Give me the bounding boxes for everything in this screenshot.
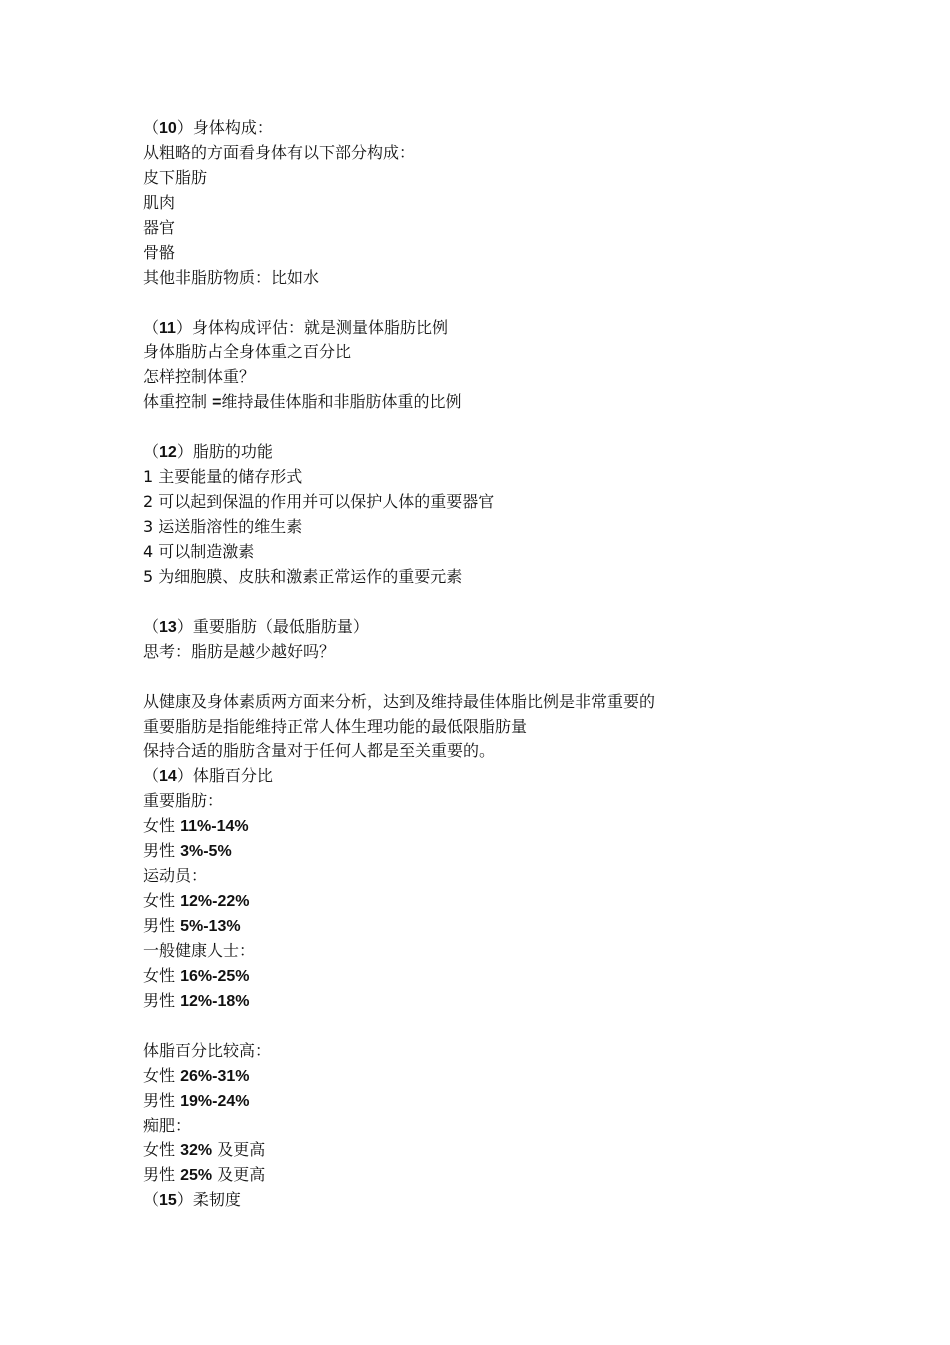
category-label: 重要脂肪：: [143, 791, 224, 811]
paragraph-line: 思考：脂肪是越少越好吗？: [143, 641, 336, 661]
list-item: 骨骼: [143, 242, 176, 262]
list-item: 2 可以起到保温的作用并可以保护人体的重要器官: [143, 492, 495, 512]
list-item: 器官: [143, 217, 176, 237]
list-item: 3 运送脂溶性的维生素: [143, 517, 303, 536]
percentage-row: 女性 16%-25%: [143, 965, 250, 985]
list-item: 皮下脂肪: [143, 167, 208, 187]
list-item: 其他非脂肪物质：比如水: [143, 267, 320, 287]
percentage-row: 男性 12%-18%: [143, 990, 250, 1010]
section-heading: （11）身体构成评估：就是测量体脂肪比例: [143, 317, 448, 337]
formula-line: 体重控制 =维持最佳体脂和非脂肪体重的比例: [143, 392, 462, 412]
spacer: [143, 291, 903, 316]
percentage-row: 男性 5%-13%: [143, 916, 241, 935]
paragraph-line: 怎样控制体重？: [143, 367, 256, 387]
paragraph-line: 从健康及身体素质两方面来分析，达到及维持最佳体脂比例是非常重要的: [143, 691, 656, 711]
spacer: [143, 590, 903, 615]
list-item: 5 为细胞膜、皮肤和激素正常运作的重要元素: [143, 566, 463, 586]
spacer: [143, 415, 903, 440]
paragraph-line: 保持合适的脂肪含量对于任何人都是至关重要的。: [143, 741, 496, 761]
paragraph-line: 从粗略的方面看身体有以下部分构成：: [143, 142, 416, 162]
spacer: [143, 665, 903, 690]
spacer: [143, 1014, 903, 1039]
section-heading: （14）体脂百分比: [143, 766, 273, 786]
category-label: 运动员：: [143, 866, 208, 886]
percentage-row: 男性 3%-5%: [143, 841, 232, 861]
percentage-row: 男性 19%-24%: [143, 1090, 250, 1110]
category-label: 一般健康人士：: [143, 940, 256, 960]
percentage-row: 女性 12%-22%: [143, 891, 250, 911]
list-item: 肌肉: [143, 192, 176, 212]
percentage-row: 男性 25% 及更高: [143, 1165, 266, 1185]
paragraph-line: 重要脂肪是指能维持正常人体生理功能的最低限脂肪量: [143, 716, 528, 736]
section-heading: （10）身体构成：: [143, 118, 273, 137]
category-label: 体脂百分比较高：: [143, 1040, 272, 1060]
percentage-row: 女性 26%-31%: [143, 1065, 250, 1085]
percentage-row: 女性 11%-14%: [143, 816, 249, 836]
category-label: 痴肥：: [143, 1115, 192, 1135]
section-heading: （12）脂肪的功能: [143, 442, 273, 462]
list-item: 4 可以制造激素: [143, 541, 255, 561]
document-page: [143, 116, 903, 1213]
list-item: 1 主要能量的储存形式: [143, 467, 303, 487]
section-heading: （13）重要脂肪（最低脂肪量）: [143, 616, 369, 636]
paragraph-line: 身体脂肪占全身体重之百分比: [143, 342, 352, 362]
section-heading: （15）柔韧度: [143, 1190, 241, 1210]
percentage-row: 女性 32% 及更高: [143, 1140, 266, 1160]
